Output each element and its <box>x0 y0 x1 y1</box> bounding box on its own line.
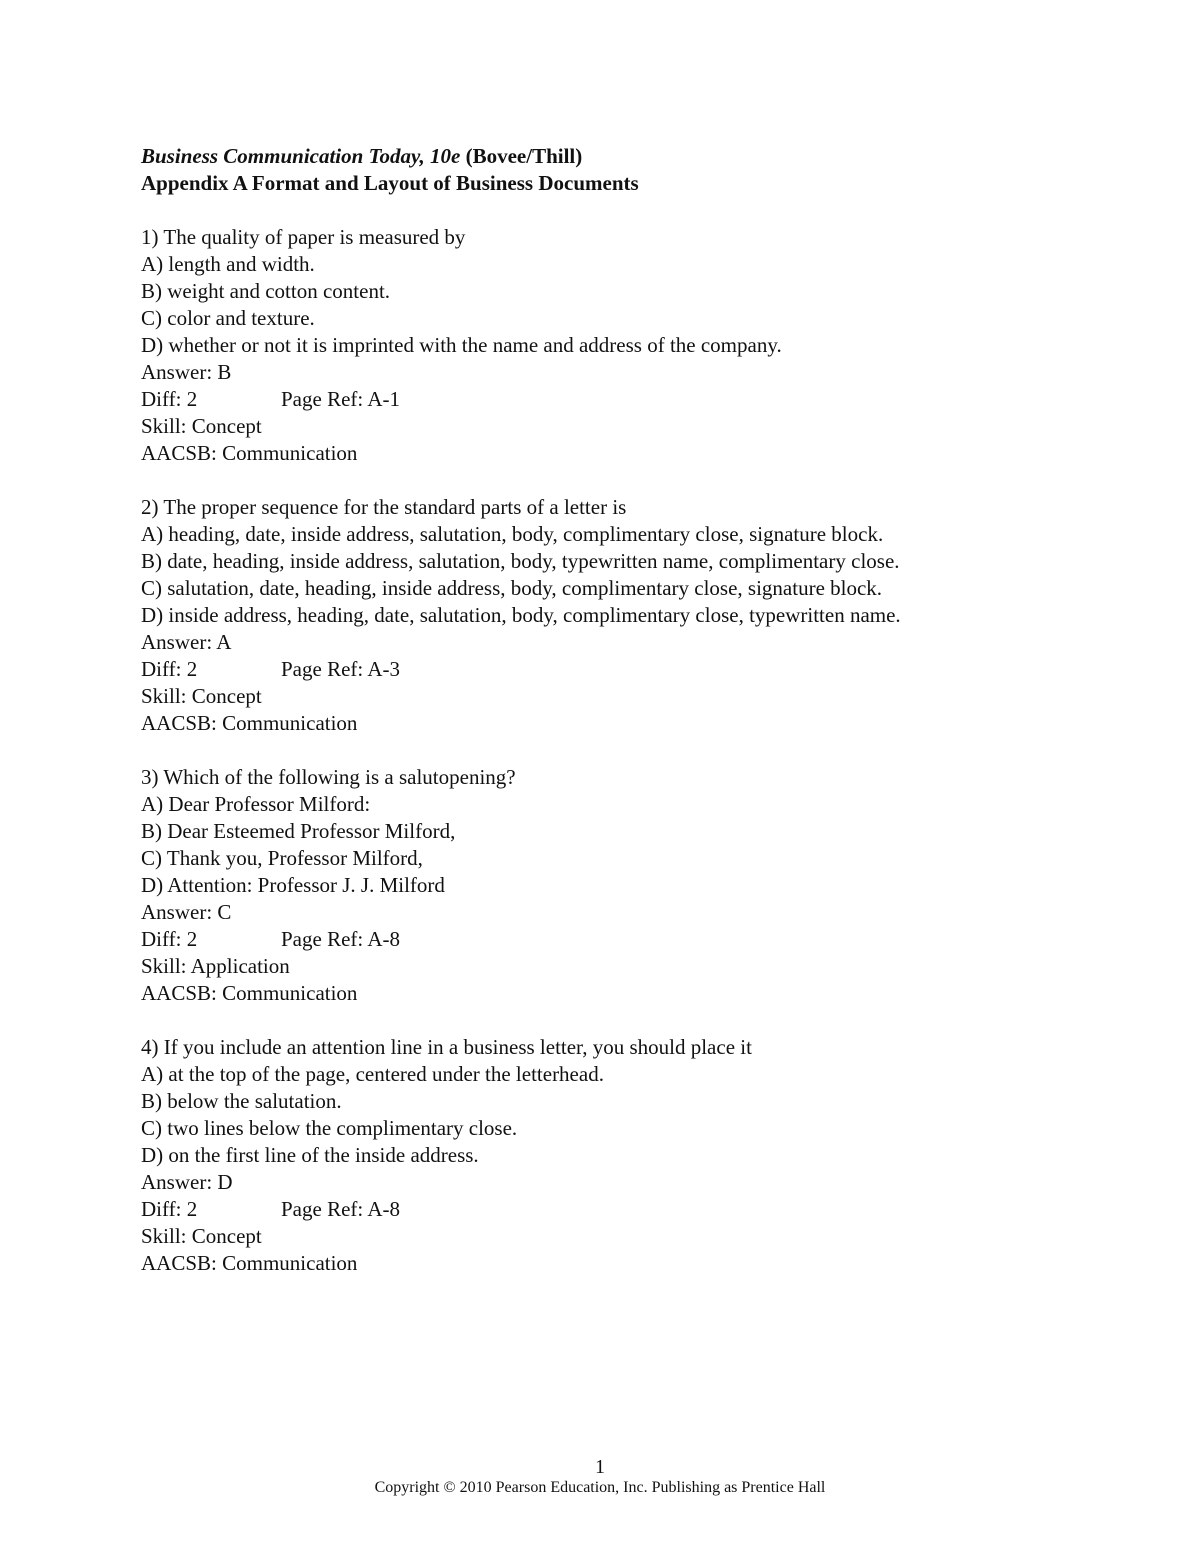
diff-row <box>141 1196 1041 1223</box>
aacsb: AACSB: Communication <box>141 1251 358 1275</box>
answer: Answer: B <box>141 360 232 384</box>
skill: Skill: Concept <box>141 1224 262 1248</box>
book-title: Business Communication Today, 10e <box>141 144 461 168</box>
option-c: C) two lines below the complimentary close. <box>141 1116 518 1140</box>
document-content <box>141 143 1041 1277</box>
answer: Answer: D <box>141 1170 233 1194</box>
option-d: D) inside address, heading, date, salutation, body, complimentary close, typewritten name. <box>141 603 901 627</box>
page-ref: Page Ref: A-3 <box>281 657 400 681</box>
book-authors: (Bovee/Thill) <box>460 144 583 168</box>
option-d: D) whether or not it is imprinted with the name and address of the company. <box>141 333 782 357</box>
page-ref: Page Ref: A-8 <box>281 1197 400 1221</box>
option-c: C) color and texture. <box>141 306 315 330</box>
book-title-line <box>141 143 1041 170</box>
page-ref: Page Ref: A-1 <box>281 387 400 411</box>
question-stem: 3) Which of the following is a salutopening? <box>141 765 516 789</box>
aacsb: AACSB: Communication <box>141 711 358 735</box>
option-d: D) on the first line of the inside address. <box>141 1143 479 1167</box>
question-1 <box>141 224 1041 467</box>
page-ref: Page Ref: A-8 <box>281 927 400 951</box>
difficulty: Diff: 2 <box>141 1197 198 1221</box>
diff-row <box>141 926 1041 953</box>
option-c: C) salutation, date, heading, inside address, body, complimentary close, signature block. <box>141 576 883 600</box>
aacsb: AACSB: Communication <box>141 981 358 1005</box>
question-stem: 4) If you include an attention line in a business letter, you should place it <box>141 1035 752 1059</box>
option-b: B) weight and cotton content. <box>141 279 391 303</box>
difficulty: Diff: 2 <box>141 927 198 951</box>
difficulty: Diff: 2 <box>141 387 198 411</box>
answer: Answer: A <box>141 630 232 654</box>
diff-row <box>141 656 1041 683</box>
question-2 <box>141 494 1041 737</box>
option-a: A) at the top of the page, centered under the letterhead. <box>141 1062 604 1086</box>
question-4 <box>141 1034 1041 1277</box>
option-a: A) Dear Professor Milford: <box>141 792 371 816</box>
option-c: C) Thank you, Professor Milford, <box>141 846 423 870</box>
option-b: B) below the salutation. <box>141 1089 342 1113</box>
question-stem: 1) The quality of paper is measured by <box>141 225 466 249</box>
question-stem: 2) The proper sequence for the standard parts of a letter is <box>141 495 627 519</box>
difficulty: Diff: 2 <box>141 657 198 681</box>
skill: Skill: Concept <box>141 414 262 438</box>
page-number: 1 <box>595 1456 605 1478</box>
copyright-notice: Copyright © 2010 Pearson Education, Inc. Publishing as Prentice Hall <box>374 1479 826 1496</box>
option-d: D) Attention: Professor J. J. Milford <box>141 873 445 897</box>
answer: Answer: C <box>141 900 232 924</box>
aacsb: AACSB: Communication <box>141 441 358 465</box>
option-b: B) date, heading, inside address, salutation, body, typewritten name, complimentary close. <box>141 549 900 573</box>
skill: Skill: Application <box>141 954 290 978</box>
option-a: A) length and width. <box>141 252 315 276</box>
appendix-title: Appendix A Format and Layout of Business Documents <box>141 171 639 195</box>
option-a: A) heading, date, inside address, salutation, body, complimentary close, signature block. <box>141 522 884 546</box>
option-b: B) Dear Esteemed Professor Milford, <box>141 819 456 843</box>
skill: Skill: Concept <box>141 684 262 708</box>
question-3 <box>141 764 1041 1007</box>
diff-row <box>141 386 1041 413</box>
